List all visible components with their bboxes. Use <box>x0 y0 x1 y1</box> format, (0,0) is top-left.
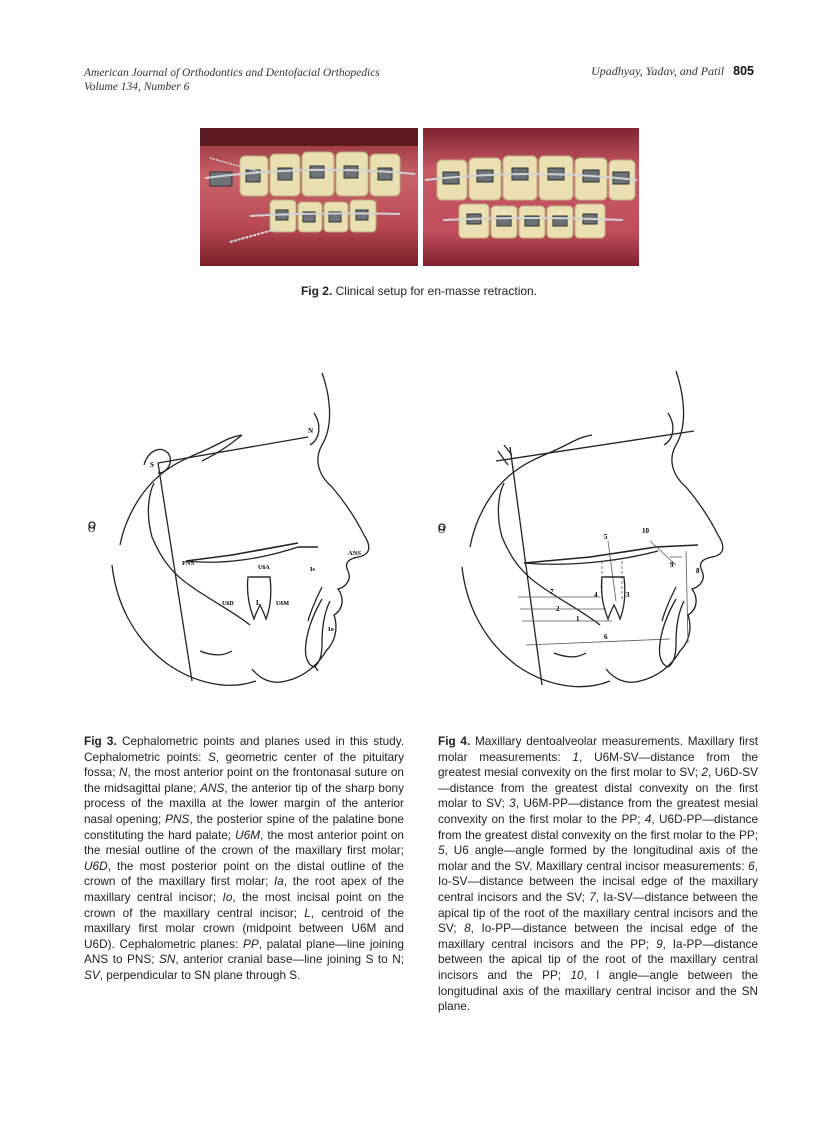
fig4-caption-run: 1 <box>572 749 579 764</box>
fig3-caption-run: ANS <box>200 780 225 795</box>
fig3-cephalometric-tracing <box>82 365 412 715</box>
fig3-label-Io: Io <box>328 626 334 633</box>
fig4-label-4: 4 <box>594 591 598 599</box>
fig3-caption-run: , the most anterior point on the frontonasal suture on the midsagittal plane; <box>84 765 404 795</box>
fig3-label-U6A: U6A <box>258 565 270 571</box>
fig3-caption-run: SN <box>159 952 176 967</box>
fig4-label-2: 2 <box>556 605 560 613</box>
fig3-caption-run: , the root apex of the maxillary central incisor; <box>84 874 405 904</box>
clinical-photo-right <box>423 128 639 266</box>
fig3-label-L: L <box>256 599 261 607</box>
fig3-caption-run: , the most incisal point on the crown of the maxillary central incisor; <box>84 889 404 920</box>
running-header-journal <box>84 66 380 94</box>
fig2-caption <box>0 284 838 298</box>
fig4-caption-run: , U6D-PP—distance from the greatest distal convexity on the first molar to the PP; <box>438 811 759 842</box>
fig4-label-O: O <box>438 525 446 536</box>
fig4-label-7: 7 <box>550 588 554 596</box>
fig4-label-1: 1 <box>576 615 580 623</box>
fig3-caption-run: , geometric center of the pituitary fossa; <box>84 749 404 780</box>
fig4-caption-run: 7 <box>589 889 596 904</box>
fig4-caption-run: , Io-PP—distance between the incisal edge of the maxillary central incisors and the PP; <box>438 921 758 951</box>
fig4-caption-run: , I angle—angle between the longitudinal axis of the maxillary central incisor and the SN plane. <box>438 967 758 1014</box>
fig4-caption-run: , Io-SV—distance between the incisal edge of the maxillary central incisors and the SV; <box>438 858 758 904</box>
page-number: 805 <box>733 64 754 78</box>
fig3-caption-run: PNS <box>165 811 190 826</box>
fig3-label-PNS: PNS <box>182 560 195 567</box>
fig3-label-U6D: U6D <box>222 601 234 607</box>
fig3-caption-run: L <box>304 905 311 920</box>
fig4-caption-run: 2 <box>701 765 708 780</box>
fig3-label-Is: Is <box>310 566 316 573</box>
fig4-caption-text <box>438 734 758 1013</box>
fig3-caption-run: , the posterior spine of the palatine bone constituting the hard palate; <box>84 811 404 842</box>
authors: Upadhyay, Yadav, and Patil <box>591 64 725 78</box>
fig4-caption-run: 6 <box>748 858 755 873</box>
fig3-label-S: S <box>150 461 154 469</box>
running-header-authors <box>591 64 754 79</box>
fig3-caption-run: S <box>207 749 216 764</box>
fig3-label-N: N <box>308 427 314 435</box>
fig4-caption-run: 10 <box>570 967 584 982</box>
fig3-caption-text <box>84 734 404 982</box>
journal-title: American Journal of Orthodontics and Dentofacial Orthopedics <box>84 67 380 79</box>
fig3-caption-run: U6M <box>235 827 261 842</box>
fig4-caption-run: 4 <box>644 811 652 826</box>
fig3-label-O: O <box>88 524 96 535</box>
fig3-caption-run: , the most anterior point on the mesial outline of the crown of the maxillary first molar; <box>84 827 404 858</box>
fig3-caption-run: , the anterior tip of the sharp bony process of the maxilla at the lower margin of the anterior nasal opening; <box>84 780 405 826</box>
fig2-caption-text: Clinical setup for en-masse retraction. <box>335 284 538 298</box>
fig4-caption-run: , Ia-SV—distance between the apical tip of the root of the maxillary central incisors and the SV; <box>438 889 758 936</box>
clinical-photo-left <box>200 128 418 266</box>
fig3-label-ANS: ANS <box>348 550 362 557</box>
fig4-label-9: 9 <box>670 561 674 569</box>
fig4-caption-run: 5 <box>438 843 445 858</box>
fig3-caption-run: , perpendicular to SN plane through S. <box>99 967 301 982</box>
fig3-caption-run: , the most posterior point on the distal outline of the crown of the maxillary first molar; <box>84 858 404 889</box>
fig3-caption-run: Cephalometric points and planes used in this study. Cephalometric points: <box>84 734 404 764</box>
fig3-caption-run: , anterior cranial base—line joining S to N; <box>175 952 404 967</box>
fig4-label-10: 10 <box>642 527 649 535</box>
fig4-measurement-tracing <box>430 365 760 715</box>
fig4-caption-run: , U6M-PP—distance from the greatest mesial convexity on the first molar to the PP; <box>438 796 758 826</box>
fig4-caption-run: , Ia-PP—distance between the apical tip of the root of the maxillary central incisors and the PP; <box>438 936 758 982</box>
fig3-caption-run: PP <box>242 936 259 951</box>
fig4-caption-run: 8 <box>464 921 471 936</box>
fig4-label-8: 8 <box>696 567 700 575</box>
fig2-caption-label: Fig 2. <box>300 284 333 298</box>
journal-volume: Volume 134, Number 6 <box>84 81 190 93</box>
fig3-caption-run: U6D <box>84 858 108 873</box>
fig4-label-3: 3 <box>626 591 630 599</box>
fig4-caption <box>438 734 758 1015</box>
fig3-caption <box>84 734 404 984</box>
fig4-label-5: 5 <box>604 533 608 541</box>
fig4-caption-run: 9 <box>656 936 663 951</box>
fig4-caption-run: , U6M-SV—distance from the greatest mesial convexity on the first molar to SV; <box>438 749 758 780</box>
fig4-label-6: 6 <box>604 633 608 641</box>
fig3-caption-label: Fig 3. <box>84 734 117 748</box>
fig3-caption-run: Ia <box>274 874 284 889</box>
fig3-caption-run: N <box>119 765 128 780</box>
fig4-caption-run: 3 <box>509 796 516 811</box>
fig3-caption-run: , palatal plane—line joining ANS to PNS; <box>84 936 404 967</box>
fig3-caption-run: , centroid of the maxillary first molar crown (midpoint between U6M and U6D). Cephalometric planes: <box>84 905 404 951</box>
fig4-caption-label: Fig 4. <box>438 734 471 748</box>
fig4-caption-run: Maxillary dentoalveolar measurements. Maxillary first molar measurements: <box>438 734 759 764</box>
fig3-caption-run: SV <box>84 967 100 982</box>
fig3-caption-run: Io <box>222 889 233 904</box>
fig4-caption-run: , U6 angle—angle formed by the longitudinal axis of the molar and the SV. Maxillary central incisor measurements: <box>438 843 758 873</box>
fig4-caption-run: , U6D-SV—distance from the greatest distal convexity on the first molar to SV; <box>438 765 758 811</box>
fig3-label-U6M: U6M <box>276 601 289 607</box>
